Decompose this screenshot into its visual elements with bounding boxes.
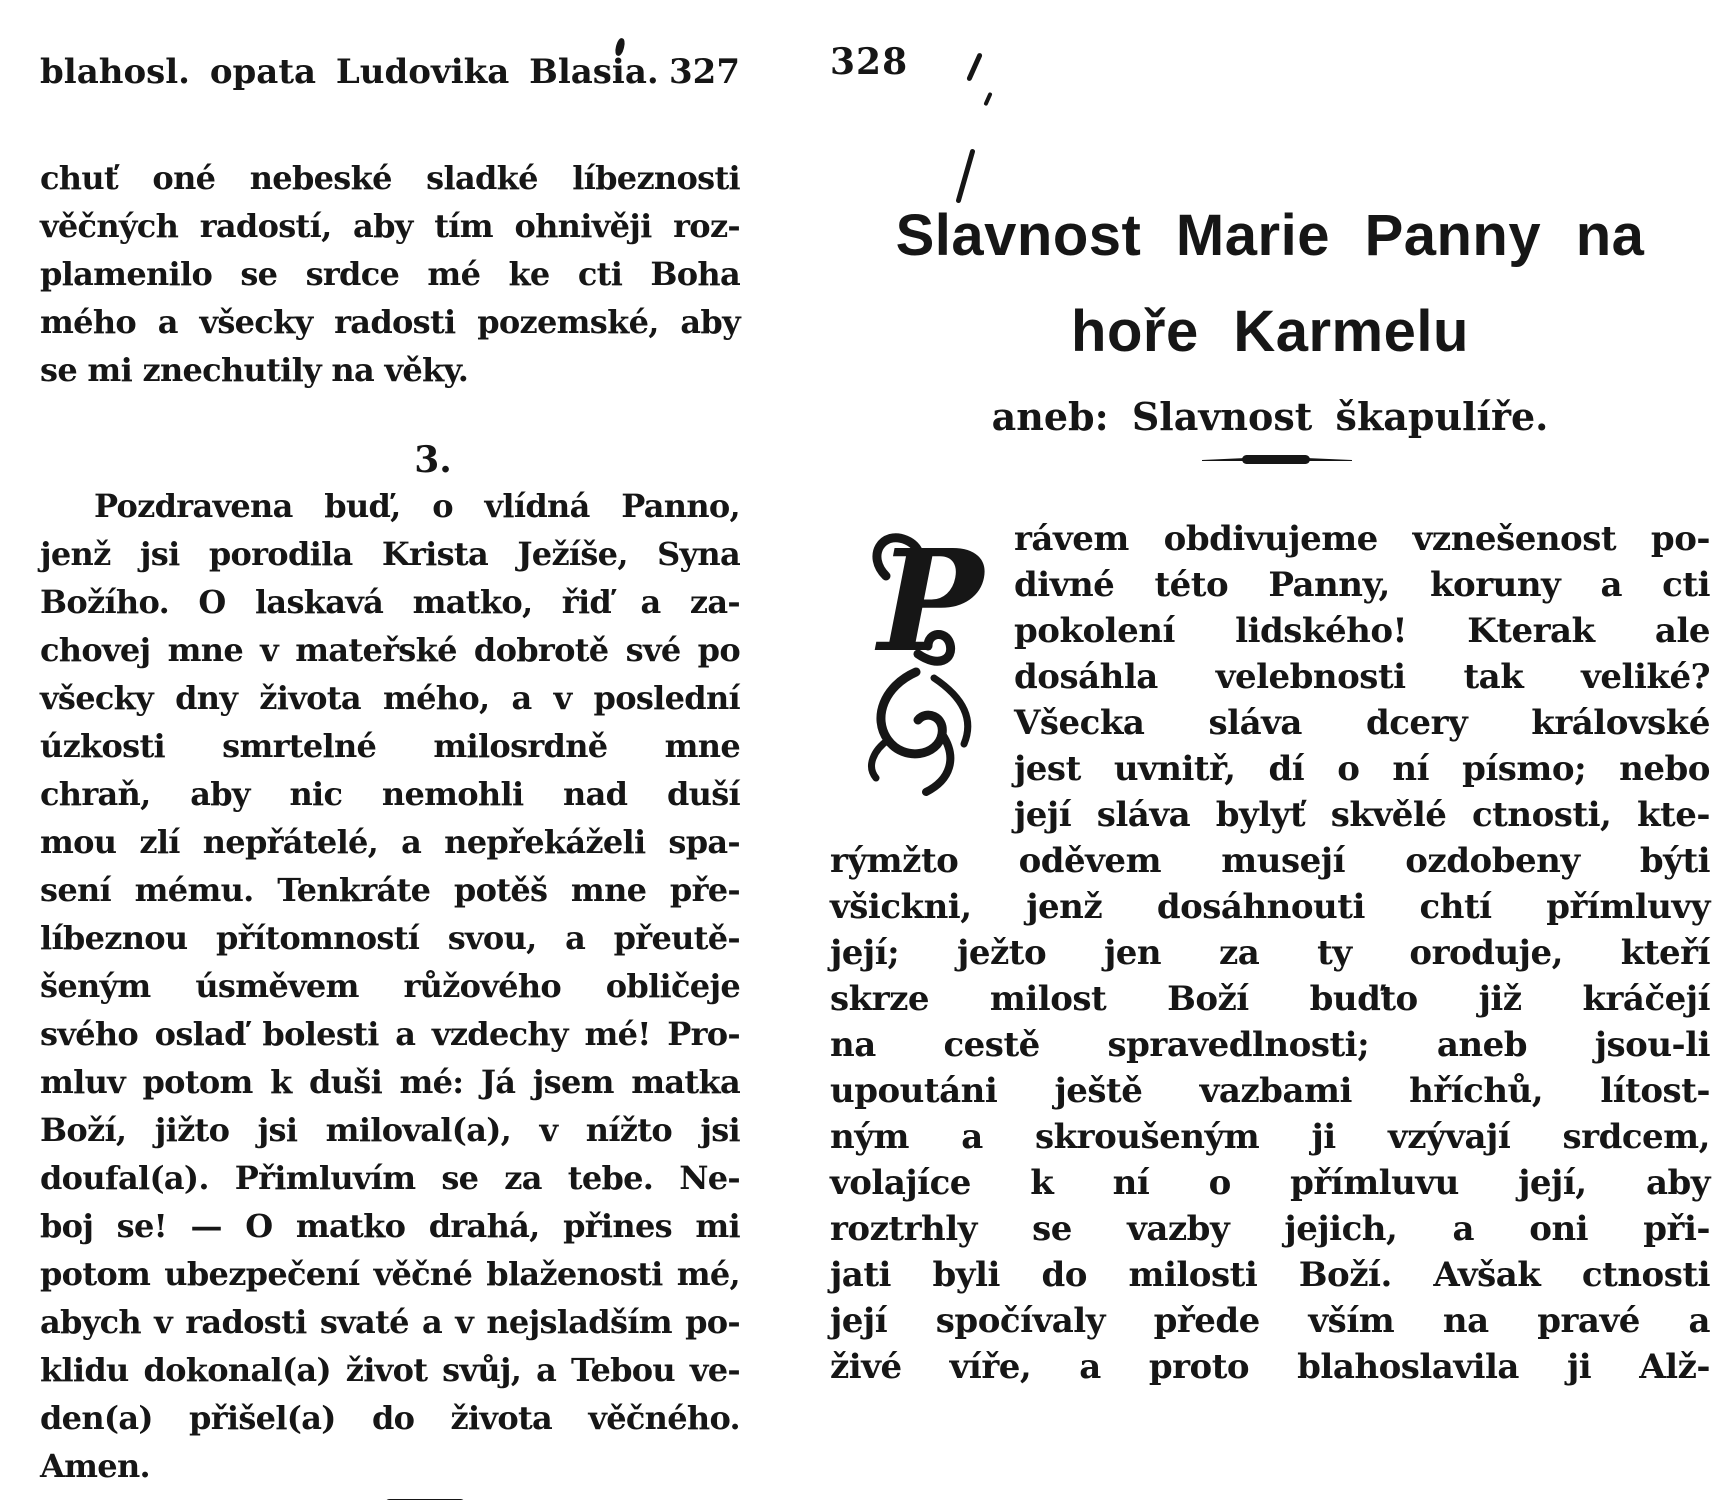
text-line: dosáhla velebnosti tak veliké? xyxy=(1014,657,1710,697)
text-line: její sláva bylyť skvělé ctnosti, kte- xyxy=(1014,795,1710,835)
text-line: na cestě spravedlnosti; aneb jsou-li xyxy=(830,1025,1710,1065)
drop-cap xyxy=(856,522,1002,798)
body-paragraph xyxy=(830,516,1710,1390)
text-line: jati byli do milosti Boží. Avšak ctnosti xyxy=(830,1255,1710,1295)
text-line: svého oslaď bolesti a vzdechy mé! Pro- xyxy=(40,1015,740,1053)
chapter-title-line1: Slavnost Marie Panny na xyxy=(895,203,1645,268)
text-line: Všecka sláva dcery královské xyxy=(1014,703,1710,743)
text-line: boj se! — O matko drahá, přines mi xyxy=(40,1207,740,1245)
text-line: abych v radosti svaté a v nejsladším po- xyxy=(40,1303,740,1341)
right-page xyxy=(830,40,1710,1390)
text-line: upoutáni ještě vazbami hříchů, lítost- xyxy=(830,1071,1710,1111)
text-line: sení mému. Tenkráte potěš mne pře- xyxy=(40,871,740,909)
text-line: volajíce k ní o přímluvu její, aby xyxy=(830,1163,1710,1203)
text-line: její spočívaly přede vším na pravé a xyxy=(830,1301,1710,1341)
text-line: všickni, jenž dosáhnouti chtí přímluvy xyxy=(830,887,1710,927)
text-line: mluv potom k duši mé: Já jsem matka xyxy=(40,1063,740,1101)
text-line: chuť oné nebeské sladké líbeznosti xyxy=(40,159,740,197)
text-line: všecky dny života mého, a v poslední xyxy=(40,679,740,717)
text-line: Božího. O laskavá matko, řiď a za- xyxy=(40,583,740,621)
chapter-title xyxy=(830,188,1710,380)
text-line: pokolení lidského! Kterak ale xyxy=(1014,611,1710,651)
drop-cap-letter: P xyxy=(878,522,984,684)
body-paragraph xyxy=(40,154,740,394)
text-line: klidu dokonal(a) život svůj, a Tebou ve- xyxy=(40,1351,740,1389)
section-heading: 3. xyxy=(414,439,452,481)
text-line: doufal(a). Přimluvím se za tebe. Ne- xyxy=(40,1159,740,1197)
text-line: roztrhly se vazby jejich, a oni při- xyxy=(830,1209,1710,1249)
text-line: potom ubezpečení věčné blaženosti mé, xyxy=(40,1255,740,1293)
text-line: Boží, jižto jsi miloval(a), v nížto jsi xyxy=(40,1111,740,1149)
text-line: úzkosti smrtelné milosrdně mne xyxy=(40,727,740,765)
left-page xyxy=(40,52,740,1500)
text-line: rýmžto oděvem musejí ozdobeny býti xyxy=(830,841,1710,881)
ornamental-divider xyxy=(1202,452,1710,466)
text-line: ným a skroušeným ji vzývají srdcem, xyxy=(830,1117,1710,1157)
text-line: divné této Panny, koruny a cti xyxy=(1014,565,1710,605)
text-line: jest uvnitř, dí o ní písmo; nebo xyxy=(1014,749,1710,789)
page-number: 327 xyxy=(669,52,740,92)
text-line: skrze milost Boží buďto již kráčejí xyxy=(830,979,1710,1019)
text-line: chovej mne v mateřské dobrotě své po xyxy=(40,631,740,669)
ornamental-divider xyxy=(337,1496,740,1500)
text-line: se mi znechutily na věky. xyxy=(40,351,469,389)
text-line: živé víře, a proto blahoslavila ji Alž- xyxy=(830,1347,1710,1387)
text-line: šeným úsměvem růžového obličeje xyxy=(40,967,740,1005)
page-number: 328 xyxy=(830,41,909,83)
text-line: mého a všecky radosti pozemské, aby xyxy=(40,303,740,341)
text-line: mou zlí nepřátelé, a nepřekáželi spa- xyxy=(40,823,740,861)
chapter-title-line2: hoře Karmelu xyxy=(1071,299,1469,364)
text-line: Pozdravena buď, o vlídná Panno, xyxy=(94,487,740,525)
text-line: líbeznou přítomností svou, a přeutě- xyxy=(40,919,740,957)
text-line: chraň, aby nic nemohli nad duší xyxy=(40,775,740,813)
running-header-title: blahosl. opata Ludovika Blasia. xyxy=(40,52,659,92)
running-header xyxy=(40,52,740,92)
text-line: věčných radostí, aby tím ohnivěji roz- xyxy=(40,207,740,245)
text-line: její; ježto jen za ty oroduje, kteří xyxy=(830,933,1710,973)
text-line: jenž jsi porodila Krista Ježíše, Syna xyxy=(40,535,740,573)
text-line: plamenilo se srdce mé ke cti Boha xyxy=(40,255,740,293)
text-line: den(a) přišel(a) do života věčného. Amen. xyxy=(40,1399,740,1485)
body-paragraph xyxy=(40,482,740,1490)
chapter-subtitle: aneb: Slavnost škapulíře. xyxy=(991,394,1549,439)
text-line: rávem obdivujeme vznešenost po- xyxy=(1014,519,1710,559)
